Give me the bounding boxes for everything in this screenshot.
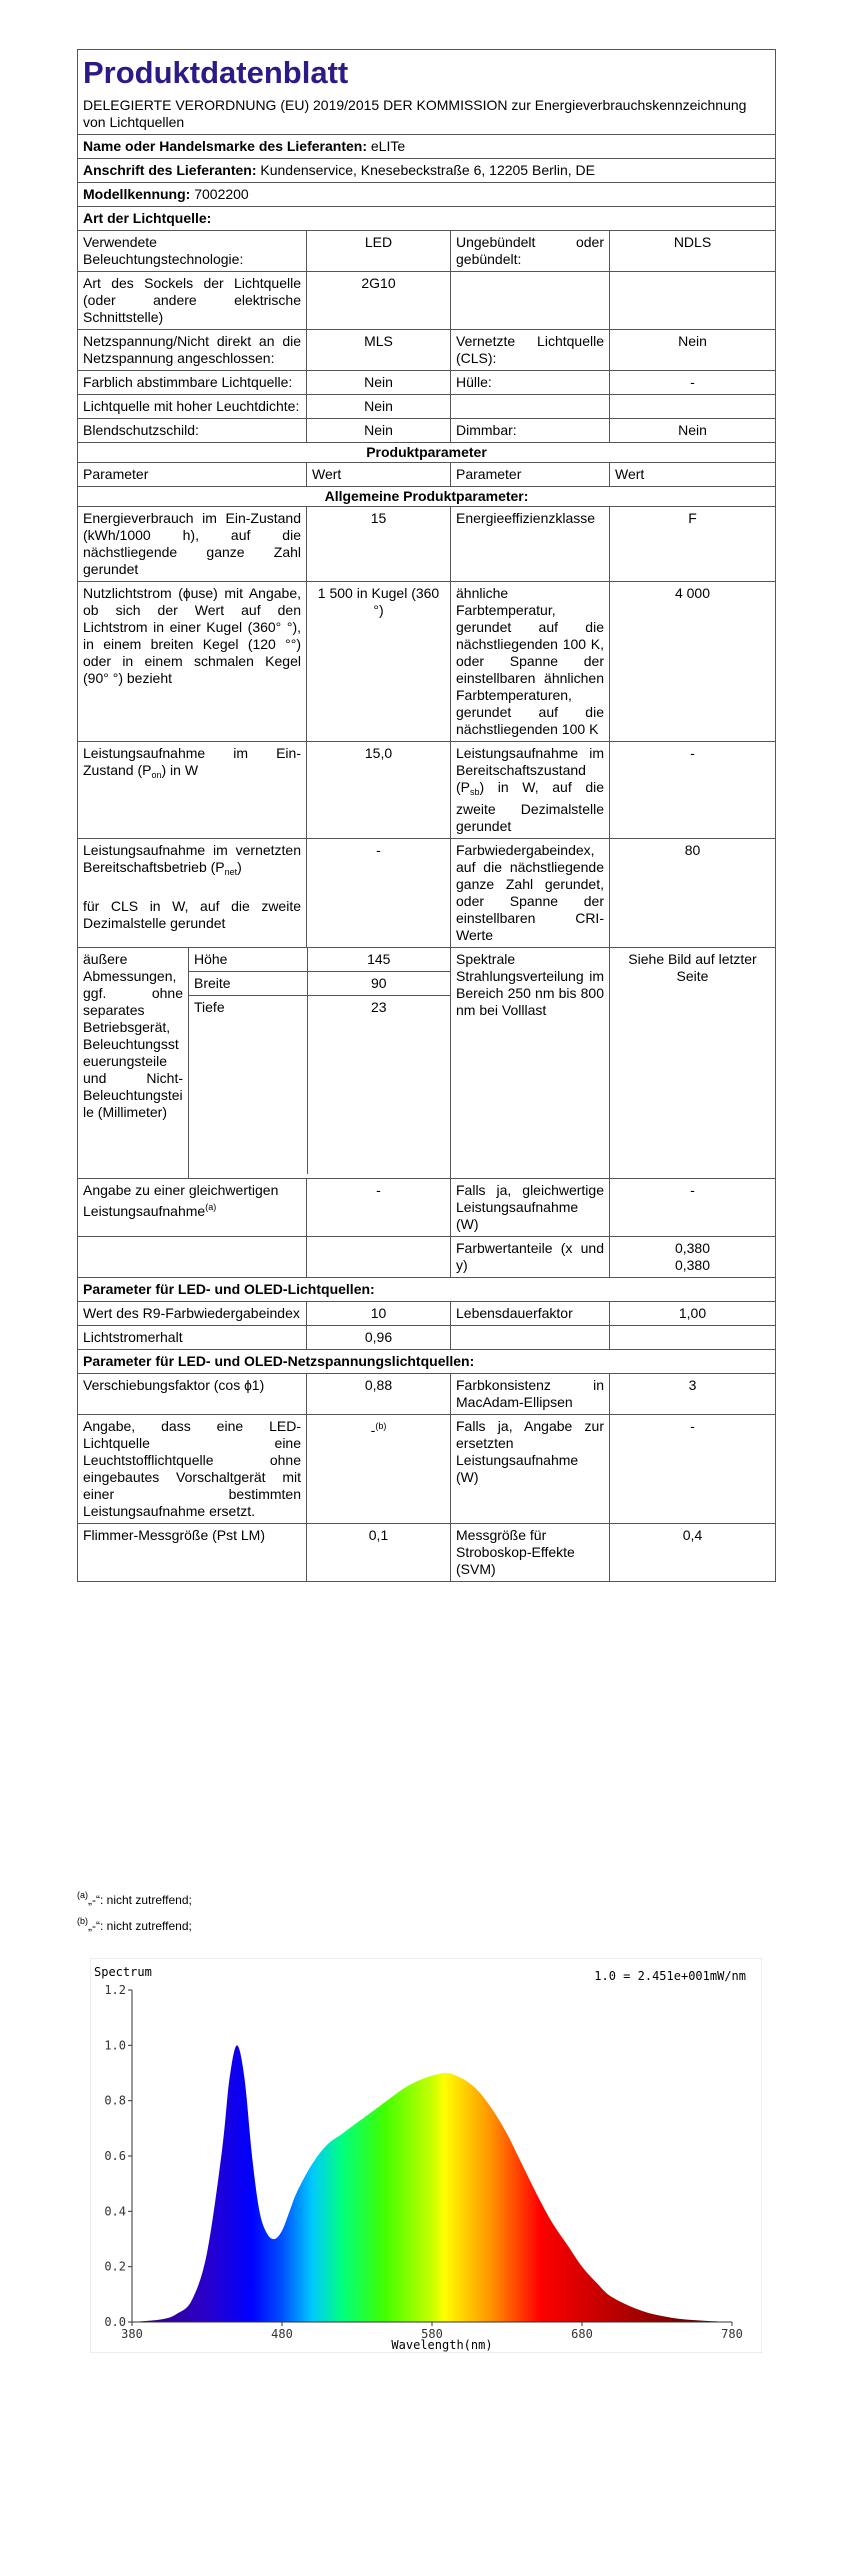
footnote-mark: (a): [77, 1890, 88, 1900]
type-value-1: Nein: [307, 371, 451, 395]
type-param-1: Netzspannung/Nicht direkt an die Netzspannung angeschlossen:: [78, 330, 307, 371]
chromaticity-value: [610, 1237, 776, 1278]
pon-label-unit: ) in W: [161, 762, 199, 778]
equiv-power-text: Angabe zu einer gleichwertigen Leistungsaufnahme: [83, 1182, 279, 1219]
type-param-1: Blendschutzschild:: [78, 419, 307, 443]
type-value-2: [610, 395, 776, 419]
dimension-row: [189, 948, 450, 972]
x-tick-label: 680: [571, 2327, 593, 2341]
col-header-value: Wert: [307, 463, 451, 487]
address-label: Anschrift des Lieferanten:: [83, 162, 257, 178]
x-tick-label: 780: [721, 2327, 743, 2341]
x-axis-label: Wavelength(nm): [391, 2338, 493, 2352]
footnote-mark-b: (b): [375, 1421, 387, 1431]
pnet-value: -: [307, 839, 451, 948]
energy-class-label: Energieeffizienzklasse: [451, 507, 610, 582]
type-value-2: Nein: [610, 330, 776, 371]
stroboscopic-label: Messgröße für Stroboskop-Effekte (SVM): [451, 1524, 610, 1582]
dimension-name: Höhe: [189, 948, 307, 972]
equiv-power-label: [78, 1179, 307, 1237]
pon-label-text: Leistungsaufnahme im Ein-Zustand (P: [83, 745, 301, 778]
light-source-type-header: Art der Lichtquelle:: [78, 207, 776, 231]
pnet-subscript: net: [224, 867, 238, 877]
dimension-row: [189, 996, 450, 1175]
equiv-power-value: -: [307, 1179, 451, 1237]
dimension-name: Tiefe: [189, 996, 307, 1175]
color-consistency-value: 3: [610, 1374, 776, 1415]
type-value-2: Nein: [610, 419, 776, 443]
col-header-param: Parameter: [451, 463, 610, 487]
empty-cell: [610, 1326, 776, 1350]
dimension-value: 90: [307, 972, 450, 996]
dimension-name: Breite: [189, 972, 307, 996]
energy-consumption-value: 15: [307, 507, 451, 582]
empty-cell: [451, 1326, 610, 1350]
type-param-2: [451, 395, 610, 419]
type-value-2: -: [610, 371, 776, 395]
mains-params-header: Parameter für LED- und OLED-Netzspannungslichtquellen:: [78, 1350, 776, 1374]
footnote-mark-a: (a): [205, 1202, 217, 1212]
general-params-header: Allgemeine Produktparameter:: [78, 487, 776, 507]
replace-claim-label: Angabe, dass eine LED-Lichtquelle eine Leuchtstofflichtquelle ohne eingebautes Vorschaltgerät mit einer bestimmten Leistungsaufnahme ersetzt.: [78, 1415, 307, 1524]
cri-label: Farbwiedergabeindex, auf die nächstliegende ganze Zahl gerundet, oder Spanne der einstellbaren CRI-Werte: [451, 839, 610, 948]
type-param-2: Ungebündelt oder gebündelt:: [451, 231, 610, 272]
pon-value: 15,0: [307, 742, 451, 839]
model-label: Modellkennung:: [83, 186, 191, 202]
chromaticity-label: Farbwertanteile (x und y): [451, 1237, 610, 1278]
type-value-1: 2G10: [307, 272, 451, 330]
supplier-label: Name oder Handelsmarke des Lieferanten:: [83, 138, 367, 154]
x-tick-label: 380: [121, 2327, 143, 2341]
type-param-1: Verwendete Beleuchtungstechnologie:: [78, 231, 307, 272]
model-value: 7002200: [194, 186, 249, 202]
replace-power-label: Falls ja, Angabe zur ersetzten Leistungsaufnahme (W): [451, 1415, 610, 1524]
footnote-a: [77, 1882, 192, 1908]
type-value-2: [610, 272, 776, 330]
chart-title: Spectrum: [94, 1965, 152, 1979]
replace-power-value: -: [610, 1415, 776, 1524]
type-param-1: Farblich abstimmbare Lichtquelle:: [78, 371, 307, 395]
flicker-label: Flimmer-Messgröße (Pst LM): [78, 1524, 307, 1582]
cri-value: 80: [610, 839, 776, 948]
luminous-flux-label: Nutzlichtstrom (ɸuse) mit Angabe, ob sich der Wert auf den Lichtstrom in einer Kugel (360° °), in einem breiten Kegel (120 °°) oder in einem schmalen Kegel (90° °) bezieht: [78, 582, 307, 742]
cct-label: ähnliche Farbtemperatur, gerundet auf die nächstliegenden 100 K, oder Spanne der einstellbaren ähnlichen Farbtemperaturen, gerundet auf die nächstliegenden 100 K: [451, 582, 610, 742]
flicker-value: 0,1: [307, 1524, 451, 1582]
dimensions-grid: [189, 948, 450, 1174]
page-title: Produktdatenblatt: [83, 55, 349, 90]
y-tick-label: 0.2: [104, 2259, 126, 2274]
x-tick-label: 580: [421, 2327, 443, 2341]
dimensions-label: äußere Abmessungen, ggf. ohne separates Betriebsgerät, Beleuchtungssteuerungsteile und Nicht-Beleuchtungsteile (Millimeter): [78, 948, 189, 1179]
y-tick-label: 0.4: [104, 2204, 126, 2219]
luminous-flux-value: 1 500 in Kugel (360 °): [307, 582, 451, 742]
cct-value: 4 000: [610, 582, 776, 742]
type-value-1: Nein: [307, 395, 451, 419]
type-param-2: Vernetzte Lichtquelle (CLS):: [451, 330, 610, 371]
psb-value: -: [610, 742, 776, 839]
pon-label: [78, 742, 307, 839]
footnote-text: „-“: nicht zutreffend;: [88, 1919, 192, 1933]
spd-label: Spektrale Strahlungsverteilung im Bereich 250 nm bis 800 nm bei Volllast: [451, 948, 610, 1179]
led-params-header: Parameter für LED- und OLED-Lichtquellen:: [78, 1278, 776, 1302]
y-tick-label: 0.0: [104, 2315, 126, 2329]
model-row: [78, 183, 776, 207]
col-header-param: Parameter: [78, 463, 307, 487]
product-params-header: Produktparameter: [78, 443, 776, 463]
replace-claim-dash: -: [370, 1422, 376, 1438]
chromaticity-x: 0,380: [674, 1240, 711, 1256]
pnet-label-text: Leistungsaufnahme im vernetzten Bereitschaftsbetrieb (P: [83, 842, 301, 875]
equiv-power-yes-label: Falls ja, gleichwertige Leistungsaufnahme (W): [451, 1179, 610, 1237]
type-value-1: MLS: [307, 330, 451, 371]
replace-claim-value: [307, 1415, 451, 1524]
dimension-row: [189, 972, 450, 996]
datasheet-table: [77, 49, 776, 1582]
type-param-2: Dimmbar:: [451, 419, 610, 443]
psb-subscript: sb: [470, 787, 480, 797]
dimension-value: 23: [307, 996, 450, 1175]
type-param-2: Hülle:: [451, 371, 610, 395]
equiv-power-yes-value: -: [610, 1179, 776, 1237]
address-value: Kundenservice, Knesebeckstraße 6, 12205 Berlin, DE: [260, 162, 596, 178]
regulation-text: DELEGIERTE VERORDNUNG (EU) 2019/2015 DER KOMMISSION zur Energieverbrauchskennzeichnung von Lichtquellen: [83, 97, 747, 130]
address-row: [78, 159, 776, 183]
spectrum-chart: [90, 1958, 762, 2353]
energy-class-value: F: [610, 507, 776, 582]
r9-label: Wert des R9-Farbwiedergabeindex: [78, 1302, 307, 1326]
type-param-1: Lichtquelle mit hoher Leuchtdichte:: [78, 395, 307, 419]
header-cell: [78, 50, 776, 135]
psb-label-text: Leistungsaufnahme im Bereitschaftszustand (P: [456, 745, 604, 795]
y-tick-label: 1.2: [104, 1983, 126, 1997]
displacement-value: 0,88: [307, 1374, 451, 1415]
color-consistency-label: Farbkonsistenz in MacAdam-Ellipsen: [451, 1374, 610, 1415]
pnet-label-close: ): [237, 859, 242, 875]
dimension-value: 145: [307, 948, 450, 972]
type-value-1: Nein: [307, 419, 451, 443]
y-tick-label: 0.8: [104, 2093, 126, 2108]
chromaticity-y: 0,380: [674, 1257, 711, 1273]
psb-label: [451, 742, 610, 839]
col-header-value: Wert: [610, 463, 776, 487]
energy-consumption-label: Energieverbrauch im Ein-Zustand (kWh/1000 h), auf die nächstliegende ganze Zahl gerundet: [78, 507, 307, 582]
empty-cell: [78, 1237, 307, 1278]
x-tick-label: 480: [271, 2327, 293, 2341]
supplier-value: eLITe: [370, 138, 406, 154]
displacement-label: Verschiebungsfaktor (cos ɸ1): [78, 1374, 307, 1415]
type-param-1: Art des Sockels der Lichtquelle (oder andere elektrische Schnittstelle): [78, 272, 307, 330]
maintenance-value: 0,96: [307, 1326, 451, 1350]
y-tick-label: 0.6: [104, 2149, 126, 2163]
spd-value: Siehe Bild auf letzter Seite: [610, 948, 776, 1179]
footnote-b: [77, 1908, 192, 1934]
r9-value: 10: [307, 1302, 451, 1326]
survival-value: 1,00: [610, 1302, 776, 1326]
stroboscopic-value: 0,4: [610, 1524, 776, 1582]
footnote-text: „-“: nicht zutreffend;: [88, 1893, 192, 1907]
empty-cell: [307, 1237, 451, 1278]
type-value-2: NDLS: [610, 231, 776, 272]
pnet-label: [78, 839, 307, 948]
psb-label-unit: ) in W, auf die zweite Dezimalstelle gerundet: [456, 779, 604, 834]
y-tick-label: 1.0: [104, 2038, 126, 2053]
type-param-2: [451, 272, 610, 330]
type-value-1: LED: [307, 231, 451, 272]
survival-label: Lebensdauerfaktor: [451, 1302, 610, 1326]
chart-annotation: 1.0 = 2.451e+001mW/nm: [594, 1969, 746, 1983]
maintenance-label: Lichtstromerhalt: [78, 1326, 307, 1350]
footnotes: [77, 1882, 192, 1934]
footnote-mark: (b): [77, 1916, 88, 1926]
pnet-label-note: für CLS in W, auf die zweite Dezimalstelle gerundet: [83, 898, 301, 931]
pon-subscript: on: [151, 770, 162, 780]
dimensions-cell: [189, 948, 451, 1179]
supplier-row: [78, 135, 776, 159]
